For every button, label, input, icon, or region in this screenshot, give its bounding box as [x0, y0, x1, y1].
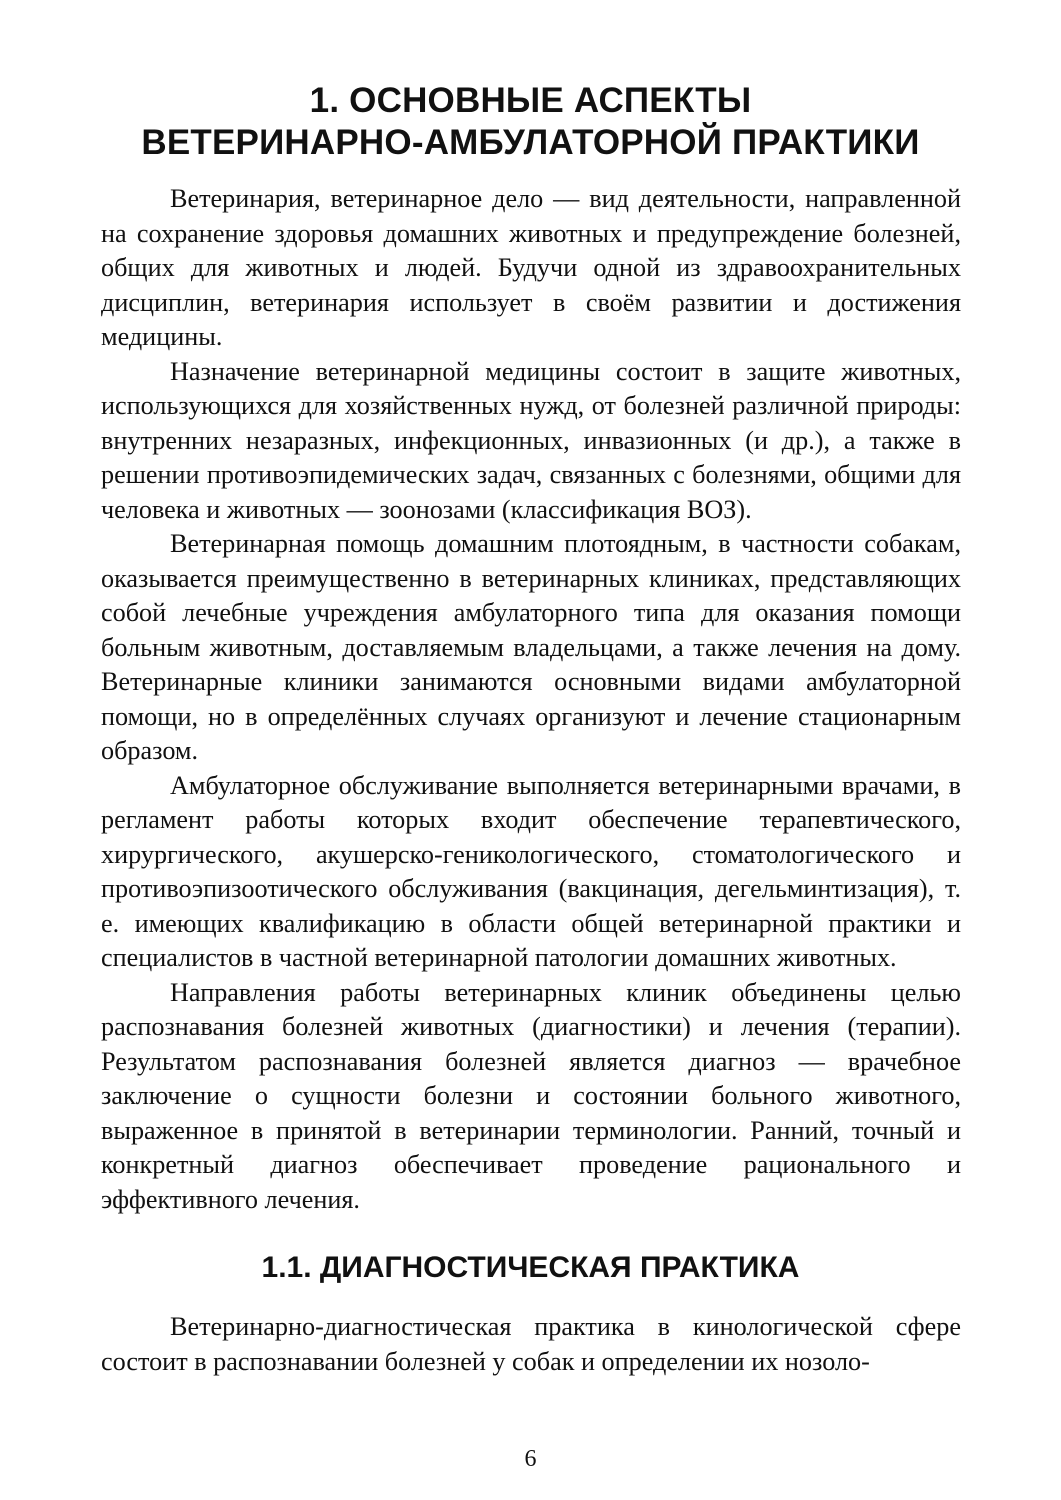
- section-body: [101, 1310, 961, 1379]
- chapter-title-line-2: ВЕТЕРИНАРНО-АМБУЛАТОРНОЙ ПРАКТИКИ: [141, 123, 920, 162]
- paragraph: Ветеринарно-диагностическая практика в кинологической сфере состоит в распознавании болезней у собак и определении их нозоло-: [101, 1312, 961, 1376]
- paragraph: Ветеринарная помощь домашним плотоядным, в частности собакам, оказывается преимущественно в ветеринарных клиниках, представляющих собой лечебные учреждения амбулаторного типа для оказания помощи больным животным, доставляемым владельцами, а также лечения на дому. Ветеринарные клиники занимаются основными видами амбулаторной помощи, но в определённых случаях организуют и лечение стационарным образом.: [101, 529, 961, 765]
- chapter-body: [101, 182, 961, 1217]
- paragraph: Направления работы ветеринарных клиник объединены целью распознавания болезней животных (диагностики) и лечения (терапии). Результатом распознавания болезней является диагноз — врачебное заключение о сущности болезни и состоянии больного животного, выраженное в принятой в ветеринарии терминологии. Ранний, точный и конкретный диагноз обеспечивает проведение рационального и эффективного лечения.: [101, 977, 961, 1214]
- paragraph: Ветеринария, ветеринарное дело — вид деятельности, направленной на сохранение здоровья домашних животных и предупреждение болезней, общих для животных и людей. Будучи одной из здравоохранительных дисциплин, ветеринария использует в своём развитии и достижения медицины.: [101, 184, 961, 351]
- chapter-title: [60, 80, 1001, 164]
- paragraph: Назначение ветеринарной медицины состоит в защите животных, использующихся для хозяйственных нужд, от болезней различной природы: внутренних незаразных, инфекционных, инвазионных (и др.), а также в решении противоэпидемических задач, связанных с болезнями, общими для человека и животных — зоонозами (классификация ВОЗ).: [101, 356, 961, 524]
- paragraph: Амбулаторное обслуживание выполняется ветеринарными врачами, в регламент работы которых входит обеспечение терапевтического, хирургического, акушерско-геникологического, стоматологического и противоэпизоотического обслуживания (вакцинация, дегельминтизация), т. е. имеющих квалификацию в области общей ветеринарной практики и специалистов в частной ветеринарной патологии домашних животных.: [101, 770, 961, 972]
- page-number: 6: [524, 1446, 537, 1472]
- chapter-title-line-1: 1. ОСНОВНЫЕ АСПЕКТЫ: [309, 81, 752, 120]
- section-title: 1.1. ДИАГНОСТИЧЕСКАЯ ПРАКТИКА: [261, 1251, 800, 1284]
